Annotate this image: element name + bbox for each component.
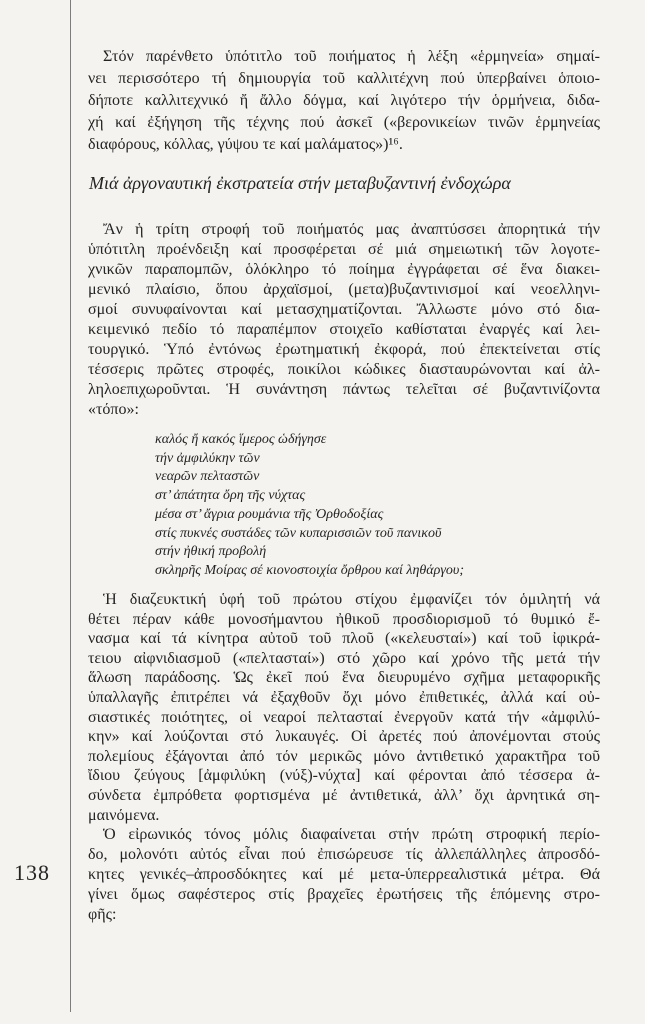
verse-line: νεαρῶν πελταστῶν: [155, 469, 260, 485]
body-text-line: ἅλωση παράδοσης. Ὡς ἐκεῖ πού ἕνα διευρυμένο σχῆμα μεταφορικῆς: [88, 669, 600, 687]
body-text-line: νασμα καί τά κίνητρα αὐτοῦ τοῦ πλοῦ («κελευσταί») καί τοῦ ἰφικρά-: [88, 630, 600, 648]
body-text-line: δήποτε καλλιτεχνικό ἤ ἄλλο δόγμα, καί λιγότερο τήν ὁρμήνεια, διδα-: [88, 92, 600, 109]
body-text-line: φῆς:: [88, 906, 117, 923]
body-text-line: τειου αἰφνιδιασμοῦ («πελτασταί») στό χῶρο καί χρόνο τῆς μετά τήν: [88, 649, 600, 667]
body-text-line: σμοί συνυφαίνονται καί μετασχηματίζονται. Ἄλλωστε μόνο στό δια-: [88, 301, 600, 318]
body-text-line: χή καί ἐξήγηση τῆς τέχνης πού ἀσκεῖ («βερονικείων τινῶν ἑρμηνείας: [88, 114, 600, 131]
paragraph-first-verse-analysis: [88, 590, 600, 825]
body-text-line: τέσσερις πρῶτες στροφές, ποικίλοι κώδικες διασταυρώνονται καί ἀλ-: [88, 361, 600, 378]
body-text-line: ληλοεπιχωροῦνται. Ἡ συνάντηση πάντως τελεῖται σέ βυζαντινίζοντα: [88, 381, 600, 398]
verse-line: καλός ἤ κακός ἵμερος ὡδήγησε: [155, 432, 327, 447]
body-text-line: πολεμίους ἐξάγονται ἀπό τόν μερικῶς μόνο ἀντιθετικό χαρακτῆρα τοῦ: [88, 747, 600, 765]
verse-line: μέσα στ’ ἄγρια ρουμάνια τῆς Ὀρθοδοξίας: [155, 506, 384, 522]
paragraph-third-strophe: [88, 220, 600, 420]
body-text-line: διαφόρους, κόλλας, γύψου τε καί μαλάματος»)¹⁶.: [88, 136, 403, 153]
body-text-line: Ἡ διαζευκτική ὑφή τοῦ πρώτου στίχου ἐμφανίζει τόν ὁμιλητή νά: [103, 591, 600, 608]
margin-rule: [70, 0, 71, 1012]
body-text-line: θέτει πέραν κάθε μονοσήμαντου ἠθικοῦ προσδιορισμοῦ τό θυμικό ἔ-: [88, 610, 600, 628]
verse-line: σκληρῆς Μοίρας σέ κιονοστοιχία ὄρθρου καί ληθάργου;: [155, 562, 464, 578]
body-text-line: κην» καί λούζονται στό λυκαυγές. Οἱ ἀρετές πού ἀπονέμονται στούς: [88, 728, 600, 746]
body-text-line: χνικῶν παραπομπῶν, ὁλόκληρο τό ποίημα ἐγγράφεται σέ ἕνα διακει-: [88, 261, 600, 278]
page-number: 138: [14, 860, 50, 885]
body-text-line: σύνδετα ἐμπρόθετα φορτισμένα μέ ἀντιθετικά, ἀλλ’ ὄχι ἀρνητικά ση-: [88, 786, 600, 804]
body-text-line: Ἄν ἡ τρίτη στροφή τοῦ ποιήματός μας ἀναπτύσσει ἀπορητικά τήν: [103, 221, 600, 238]
verse-line: στ’ ἀπάτητα ὄρη τῆς νύχτας: [155, 488, 306, 504]
body-text-line: κειμενικό πεδίο τό παραπέμπον στοιχεῖο καθίσταται ἐναργές καί λει-: [88, 321, 600, 338]
body-text-line: μενικό πλαίσιο, ὅπου ἀρχαϊσμοί, (μετα)βυζαντινισμοί καί νεοελληνι-: [88, 281, 600, 298]
body-text-line: ὑπότιτλη προένδειξη καί προσφέρεται σέ μιά σημειωτική τῶν λογοτε-: [88, 241, 600, 258]
paragraph-ironic-tone: [88, 825, 600, 925]
body-text-line: σιαστικές ποιότητες, οἱ νεαροί πελτασταί ἐνεργοῦν κατά τήν «ἀμφιλύ-: [88, 708, 600, 726]
body-text-line: ὑπαλλαγῆς ἐπιτρέπει νά ἐξαχθοῦν ὄχι μόνο ἐπιθετικές, ἀλλά καί οὐ-: [88, 688, 600, 706]
verse-line: τήν ἀμφιλύκην τῶν: [155, 450, 260, 466]
paragraph-intro: [88, 46, 600, 156]
body-text-line: ἴδιου ζεύγους [ἀμφιλύκη (νύξ)-νύχτα] καί φέρονται ἀπό τέσσερα ἀ-: [88, 767, 600, 785]
body-text-line: μαινόμενα.: [88, 806, 160, 824]
section-heading: Μιά ἀργοναυτική ἐκστρατεία στήν μεταβυζαντινή ἐνδοχώρα: [89, 173, 511, 193]
body-text-line: Στόν παρένθετο ὑπότιτλο τοῦ ποιήματος ἡ λέξη «ἑρμηνεία» σημαί-: [103, 48, 600, 65]
body-text-line: κητες γενικές–ἀπροσδόκητες καί μέ μετα-ὑπερρεαλιστικά μέτρα. Θά: [88, 866, 600, 883]
body-text-line: γίνει ὅμως σαφέστερος στίς βραχεῖες ἐρωτήσεις τῆς ἑπόμενης στρο-: [88, 886, 600, 903]
body-text-line: Ὁ εἰρωνικός τόνος μόλις διαφαίνεται στήν πρώτη στροφική περίο-: [103, 826, 600, 843]
verse-line: στίς πυκνές συστάδες τῶν κυπαρισσιῶν τοῦ πανικοῦ: [155, 525, 442, 541]
verse-line: στήν ἠθική προβολή: [155, 544, 267, 560]
body-text-line: «τόπο»:: [88, 401, 139, 418]
body-text-line: νει περισσότερο τή δημιουργία τοῦ καλλιτέχνη πού ὑπερβαίνει ὁποιο-: [88, 70, 600, 87]
body-text-line: δο, μολονότι αὐτός εἶναι πού ἐπισώρευσε τίς ἀλλεπάλληλες ἀπροσδό-: [88, 846, 600, 863]
body-text-line: τουργικό. Ὑπό ἐντόνως ἐρωτηματική ἐκφορά, πού ἐπεκτείνεται στίς: [88, 341, 600, 358]
verse-quotation: [155, 431, 585, 581]
